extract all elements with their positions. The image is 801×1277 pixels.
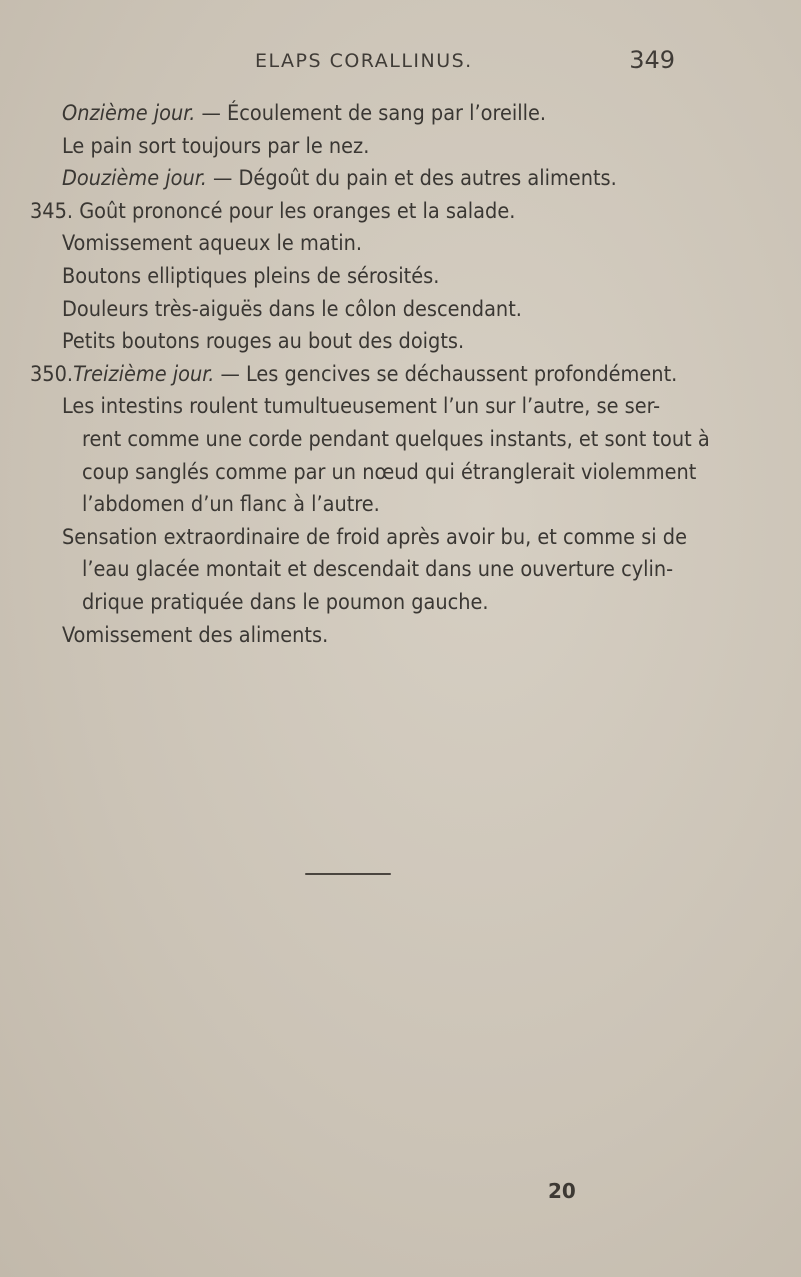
entry-line-continued: l’abdomen d’un flanc à l’autre. — [82, 492, 380, 518]
page-header — [255, 46, 675, 86]
entry-line-continued: rent comme une corde pendant quelques instants, et sont tout à — [82, 426, 710, 452]
entry-line: Douzième jour. — Dégoût du pain et des autres aliments. — [62, 166, 617, 192]
running-head: ELAPS CORALLINUS. — [255, 50, 473, 72]
entry-line: Sensation extraordinaire de froid après avoir bu, et comme si de — [62, 524, 687, 550]
body-text — [30, 98, 770, 652]
entry-line: Onzième jour. — Écoulement de sang par l’oreille. — [62, 101, 547, 126]
numbered-entry-line: 350.Treizième jour. — Les gencives se déchaussent profondément. — [30, 359, 770, 392]
entry-line-continued: l’eau glacée montait et descendait dans une ouverture cylin- — [82, 557, 674, 583]
section-divider — [305, 873, 391, 875]
day-heading: Onzième jour. — [62, 101, 196, 126]
day-heading: Douzième jour. — [62, 166, 207, 192]
signature-mark: 20 — [548, 1179, 576, 1203]
entry-number: 350. — [30, 361, 74, 387]
entry-line: Douleurs très-aiguës dans le côlon descendant. — [62, 296, 522, 322]
entry-line-continued: drique pratiquée dans le poumon gauche. — [82, 589, 489, 615]
entry-line: Boutons elliptiques pleins de sérosités. — [62, 263, 440, 289]
entry-line: Les intestins roulent tumultueusement l’un sur l’autre, se ser- — [62, 394, 661, 420]
page-number: 349 — [629, 46, 675, 74]
entry-line: Petits boutons rouges au bout des doigts. — [62, 329, 465, 355]
day-heading: Treizième jour. — [73, 361, 215, 387]
numbered-entry-line: 345. Goût prononcé pour les oranges et la salade. — [30, 198, 516, 224]
entry-line: Vomissement aqueux le matin. — [62, 231, 363, 257]
entry-line-continued: coup sanglés comme par un nœud qui étranglerait violemment — [82, 459, 697, 485]
entry-line: Vomissement des aliments. — [62, 622, 329, 648]
entry-line: Le pain sort toujours par le nez. — [62, 133, 370, 159]
